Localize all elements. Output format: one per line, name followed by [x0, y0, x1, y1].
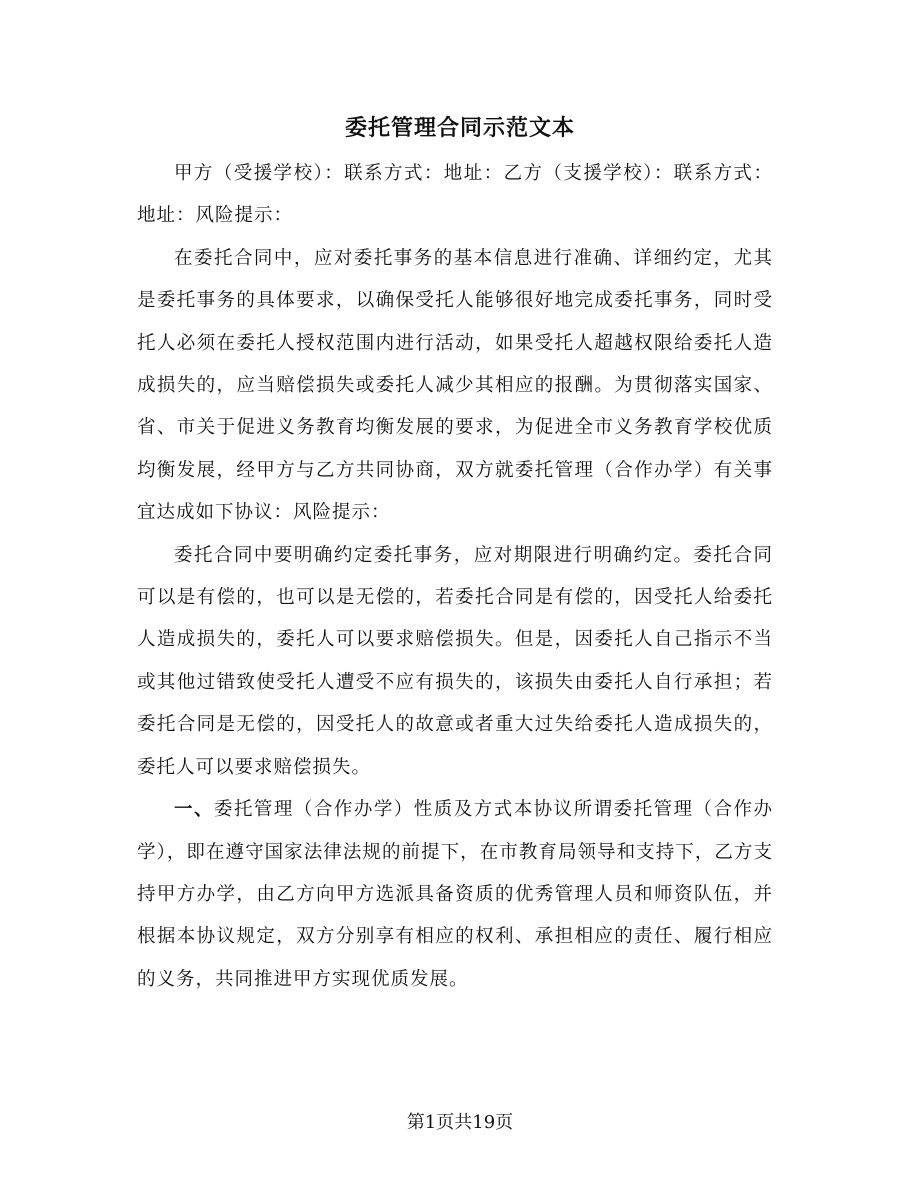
document-body: [137, 153, 773, 1001]
paragraph-parties: [137, 153, 773, 238]
paragraph-risk-notice-2: [137, 535, 773, 789]
paragraph-risk-notice-1: [137, 238, 773, 535]
paragraph-text: 在委托合同中，应对委托事务的基本信息进行准确、详细约定，尤其是委托事务的具体要求，以确保受托人能够很好地完成委托事务，同时受托人必须在委托人授权范围内进行活动，如果受托人超越权限给委托人造成损失的，应当赔偿损失或委托人减少其相应的报酬。为贯彻落实国家、省、市关于促进义务教育均衡发展的要求，为促进全市义务教育学校优质均衡发展，经甲方与乙方共同协商，双方就委托管理（合作办学）有关事宜达成如下协议：风险提示：: [137, 247, 773, 524]
page-footer: 第1页共19页: [406, 1112, 514, 1133]
paragraph-text: 委托合同中要明确约定委托事务，应对期限进行明确约定。委托合同可以是有偿的，也可以是无偿的，若委托合同是有偿的，因受托人给委托人造成损失的，委托人可以要求赔偿损失。但是，因委托人自己指示不当或其他过错致使受托人遭受不应有损失的，该损失由委托人自行承担；若委托合同是无偿的，因受托人的故意或者重大过失给委托人造成损失的，委托人可以要求赔偿损失。: [137, 544, 773, 778]
section-number: 一、: [174, 799, 214, 821]
paragraph-text: 甲方（受援学校）：联系方式：地址：乙方（支援学校）：联系方式：地址：风险提示：: [137, 163, 773, 227]
document-title: 委托管理合同示范文本: [344, 115, 575, 141]
paragraph-section-1: [137, 789, 773, 1001]
paragraph-text: 委托管理（合作办学）性质及方式本协议所谓委托管理（合作办学），即在遵守国家法律法规的前提下，在市教育局领导和支持下，乙方支持甲方办学，由乙方向甲方选派具备资质的优秀管理人员和师资队伍，并根据本协议规定，双方分别享有相应的权利、承担相应的责任、履行相应的义务，共同推进甲方实现优质发展。: [137, 799, 773, 990]
